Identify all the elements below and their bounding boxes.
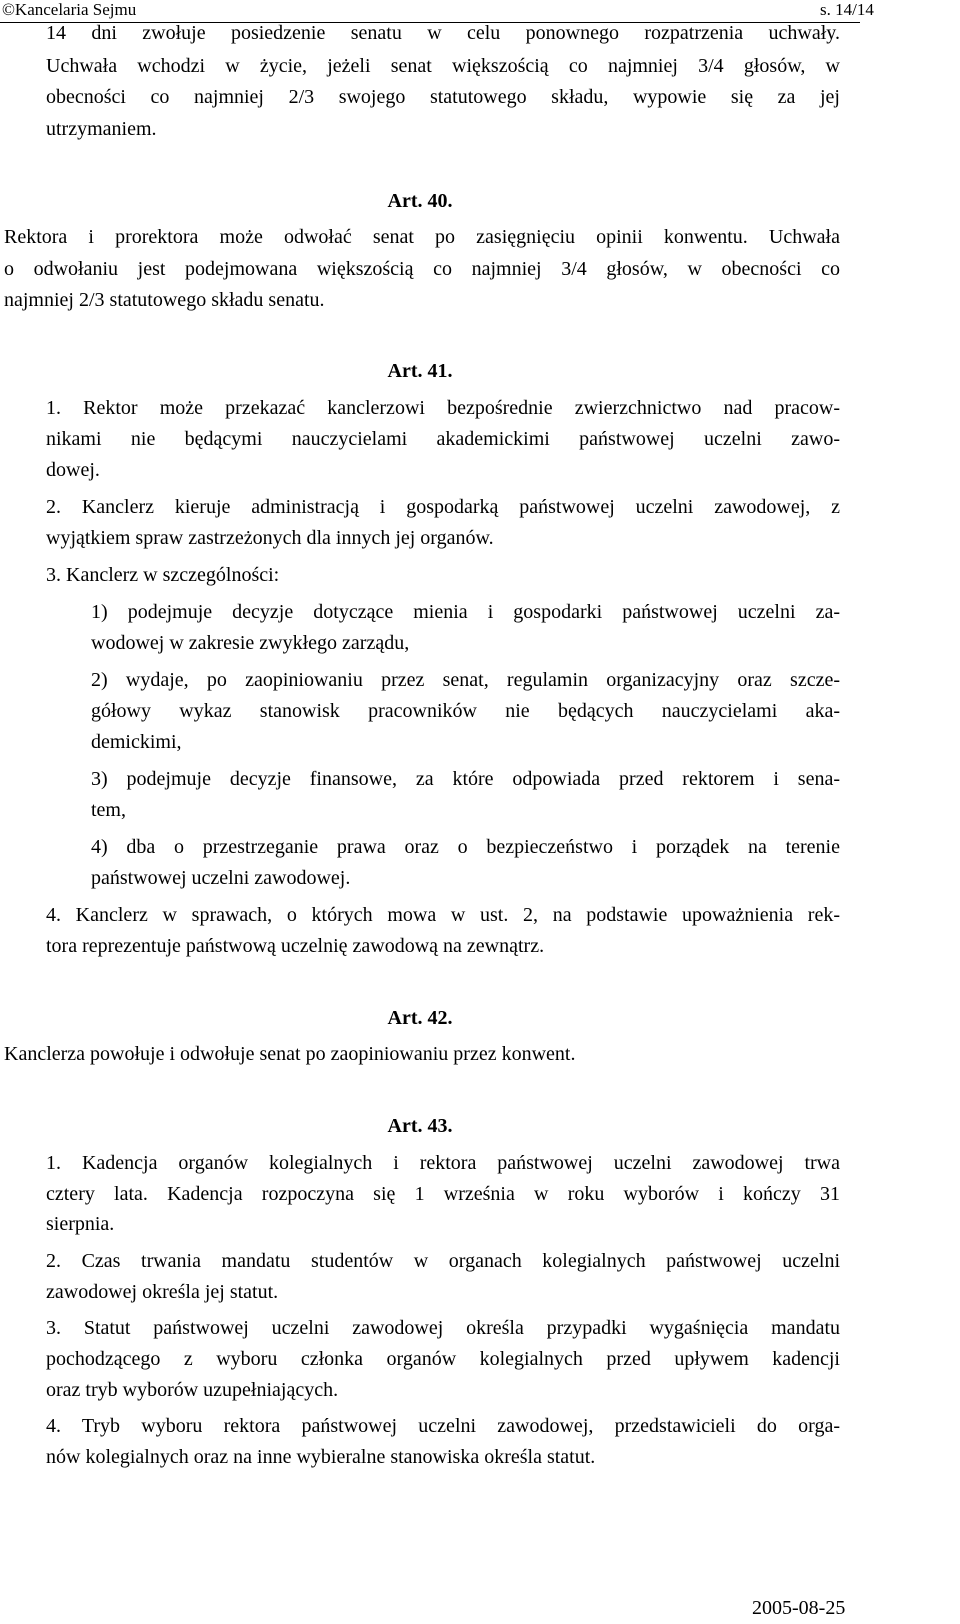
list-item-line: gółowy wykaz stanowisk pracowników nie będących nauczycielami aka- (91, 700, 840, 722)
text-line: sierpnia. (46, 1213, 115, 1235)
text-line: Rektora i prorektora może odwołać senat po zasięgnięciu opinii konwentu. Uchwała (4, 226, 840, 248)
article-heading-43: Art. 43. (387, 1115, 453, 1137)
text-line: 14 dni zwołuje posiedzenie senatu w celu ponownego rozpatrzenia uchwały. (46, 22, 840, 44)
article-heading-40: Art. 40. (387, 190, 453, 212)
text-line: nów kolegialnych oraz na inne wybieralne stanowiska określa statut. (46, 1446, 596, 1468)
text-line: Uchwała wchodzi w życie, jeżeli senat większością co najmniej 3/4 głosów, w (46, 55, 840, 77)
footer-date: 2005-08-25 (752, 1597, 846, 1619)
text-line: 3. Statut państwowej uczelni zawodowej określa przypadki wygaśnięcia mandatu (46, 1317, 840, 1339)
text-line: dowej. (46, 459, 100, 481)
copyright-label: ©Kancelaria Sejmu (2, 0, 137, 19)
text-line: oraz tryb wyborów uzupełniających. (46, 1379, 339, 1401)
text-line: 2. Czas trwania mandatu studentów w organach kolegialnych państwowej uczelni (46, 1250, 840, 1272)
list-item-line: tem, (91, 799, 126, 821)
list-item-line: państwowej uczelni zawodowej. (91, 867, 351, 889)
list-item-line: wodowej w zakresie zwykłego zarządu, (91, 632, 410, 654)
text-line: 4. Tryb wyboru rektora państwowej uczelni zawodowej, przedstawicieli do orga- (46, 1415, 840, 1437)
article-heading-41: Art. 41. (387, 360, 453, 382)
text-line: najmniej 2/3 statutowego składu senatu. (4, 289, 325, 311)
list-item-line: 1) podejmuje decyzje dotyczące mienia i gospodarki państwowej uczelni za- (91, 601, 840, 623)
article-heading-42: Art. 42. (387, 1007, 453, 1029)
text-line: obecności co najmniej 2/3 swojego statutowego składu, wypowie się za jej (46, 86, 840, 108)
page-number: s. 14/14 (820, 0, 874, 19)
text-line: cztery lata. Kadencja rozpoczyna się 1 września w roku wyborów i kończy 31 (46, 1183, 840, 1205)
text-line: o odwołaniu jest podejmowana większością co najmniej 3/4 głosów, w obecności co (4, 258, 840, 280)
text-line: 3. Kanclerz w szczególności: (46, 564, 280, 586)
list-item-line: demickimi, (91, 731, 182, 753)
text-line: 1. Rektor może przekazać kanclerzowi bezpośrednie zwierzchnictwo nad pracow- (46, 397, 840, 419)
text-line: pochodzącego z wyboru członka organów kolegialnych przed upływem kadencji (46, 1348, 840, 1370)
list-item-line: 2) wydaje, po zaopiniowaniu przez senat, regulamin organizacyjny oraz szcze- (91, 669, 840, 691)
text-line: zawodowej określa jej statut. (46, 1281, 279, 1303)
text-line: Kanclerza powołuje i odwołuje senat po zaopiniowaniu przez konwent. (4, 1043, 576, 1065)
text-line: nikami nie będącymi nauczycielami akademickimi państwowej uczelni zawo- (46, 428, 840, 450)
list-item-line: 3) podejmuje decyzje finansowe, za które odpowiada przed rektorem i sena- (91, 768, 840, 790)
list-item-line: 4) dba o przestrzeganie prawa oraz o bezpieczeństwo i porządek na terenie (91, 836, 840, 858)
text-line: 1. Kadencja organów kolegialnych i rektora państwowej uczelni zawodowej trwa (46, 1152, 840, 1174)
text-line: 4. Kanclerz w sprawach, o których mowa w ust. 2, na podstawie upoważnienia rek- (46, 904, 840, 926)
text-line: 2. Kanclerz kieruje administracją i gospodarką państwowej uczelni zawodowej, z (46, 496, 840, 518)
text-line: utrzymaniem. (46, 118, 157, 140)
text-line: wyjątkiem spraw zastrzeżonych dla innych jej organów. (46, 527, 494, 549)
text-line: tora reprezentuje państwową uczelnię zawodową na zewnątrz. (46, 935, 545, 957)
